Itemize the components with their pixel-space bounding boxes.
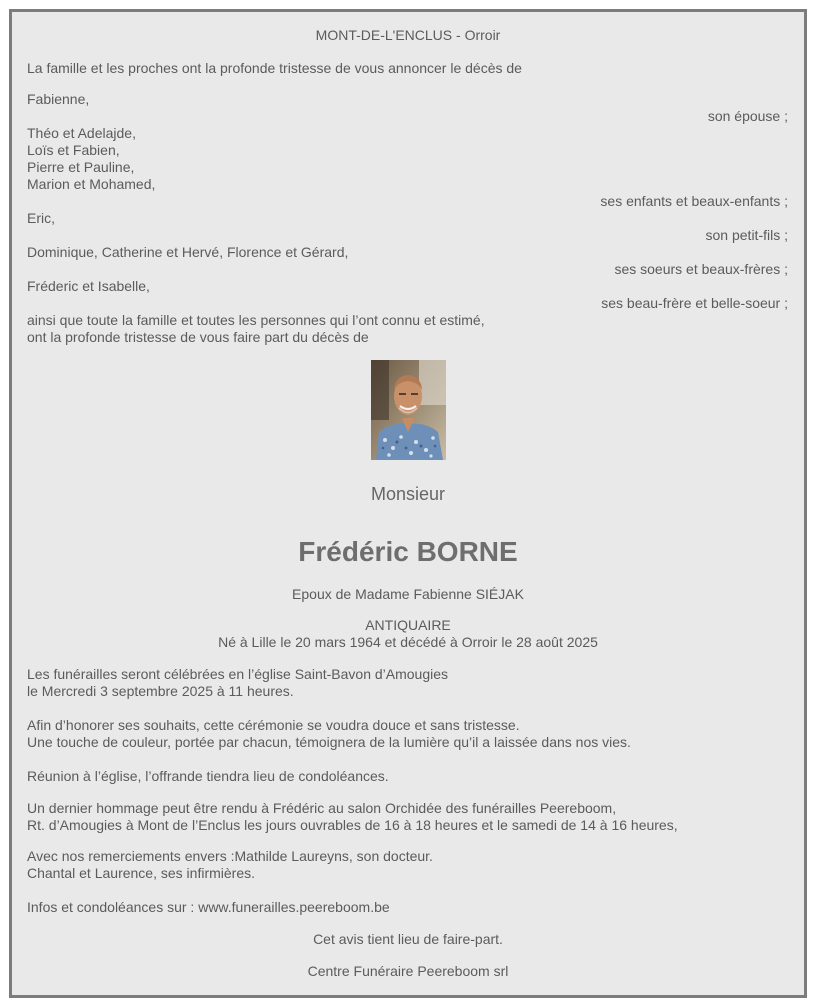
info-link-text: Infos et condoléances sur : www.funerailles.peereboom.be [27,899,390,915]
homage-line: Rt. d’Amougies à Mont de l’Enclus les jours ouvrables de 16 à 18 heures et le samedi de 14 à 16 heures, [27,817,678,833]
closing-intro-line: ainsi que toute la famille et toutes les personnes qui l’ont connu et estimé, [27,312,485,328]
profession: ANTIQUAIRE [365,617,451,633]
sisters-names: Dominique, Catherine et Hervé, Florence et Gérard, [27,244,349,260]
homage-line: Un dernier hommage peut être rendu à Frédéric au salon Orchidée des funérailles Peereboom, [27,800,617,816]
spouse-line: Epoux de Madame Fabienne SIÉJAK [292,586,524,602]
funeral-line: Les funérailles seront célébrées en l’église Saint-Bavon d’Amougies [27,666,449,682]
deceased-title: Monsieur [370,484,446,504]
wishes-line: Une touche de couleur, portée par chacun, témoignera de la lumière qu’il a laissée dans nos vies. [27,734,631,750]
inlaws-names: Fréderic et Isabelle, [27,278,150,294]
reunion-text: Réunion à l’église, l’offrande tiendra lieu de condoléances. [27,768,389,784]
grandson-role: son petit-fils ; [705,227,788,243]
thanks-line: Chantal et Laurence, ses infirmières. [27,865,255,881]
spouse-role: son épouse ; [707,108,788,124]
closing-intro-line: ont la profonde tristesse de vous faire part du décès de [27,329,369,345]
thanks-line: Avec nos remerciements envers :Mathilde Laureyns, son docteur. [27,848,433,864]
deceased-photo [371,360,446,460]
child-name: Loïs et Fabien, [27,142,120,158]
birth-death-dates: Né à Lille le 20 mars 1964 et décédé à Orroir le 28 août 2025 [218,634,598,650]
child-name: Marion et Mohamed, [27,176,156,192]
children-role: ses enfants et beaux-enfants ; [600,193,788,209]
spouse-name: Fabienne, [27,91,90,107]
child-name: Pierre et Pauline, [27,159,135,175]
child-name: Théo et Adelajde, [27,125,136,141]
notice-text: Cet avis tient lieu de faire-part. [313,931,503,947]
inlaws-role: ses beau-frère et belle-soeur ; [601,295,788,311]
company-name: Centre Funéraire Peereboom srl [307,963,509,979]
deceased-name: Frédéric BORNE [298,536,518,567]
wishes-line: Afin d’honorer ses souhaits, cette cérémonie se voudra douce et sans tristesse. [27,717,520,733]
grandson-name: Eric, [27,210,55,226]
intro-text: La famille et les proches ont la profonde tristesse de vous annoncer le décès de [27,60,522,76]
funeral-line: le Mercredi 3 septembre 2025 à 11 heures. [27,683,294,699]
obituary-card [9,9,807,998]
sisters-role: ses soeurs et beaux-frères ; [614,261,788,277]
location-heading: MONT-DE-L'ENCLUS - Orroir [315,27,501,43]
